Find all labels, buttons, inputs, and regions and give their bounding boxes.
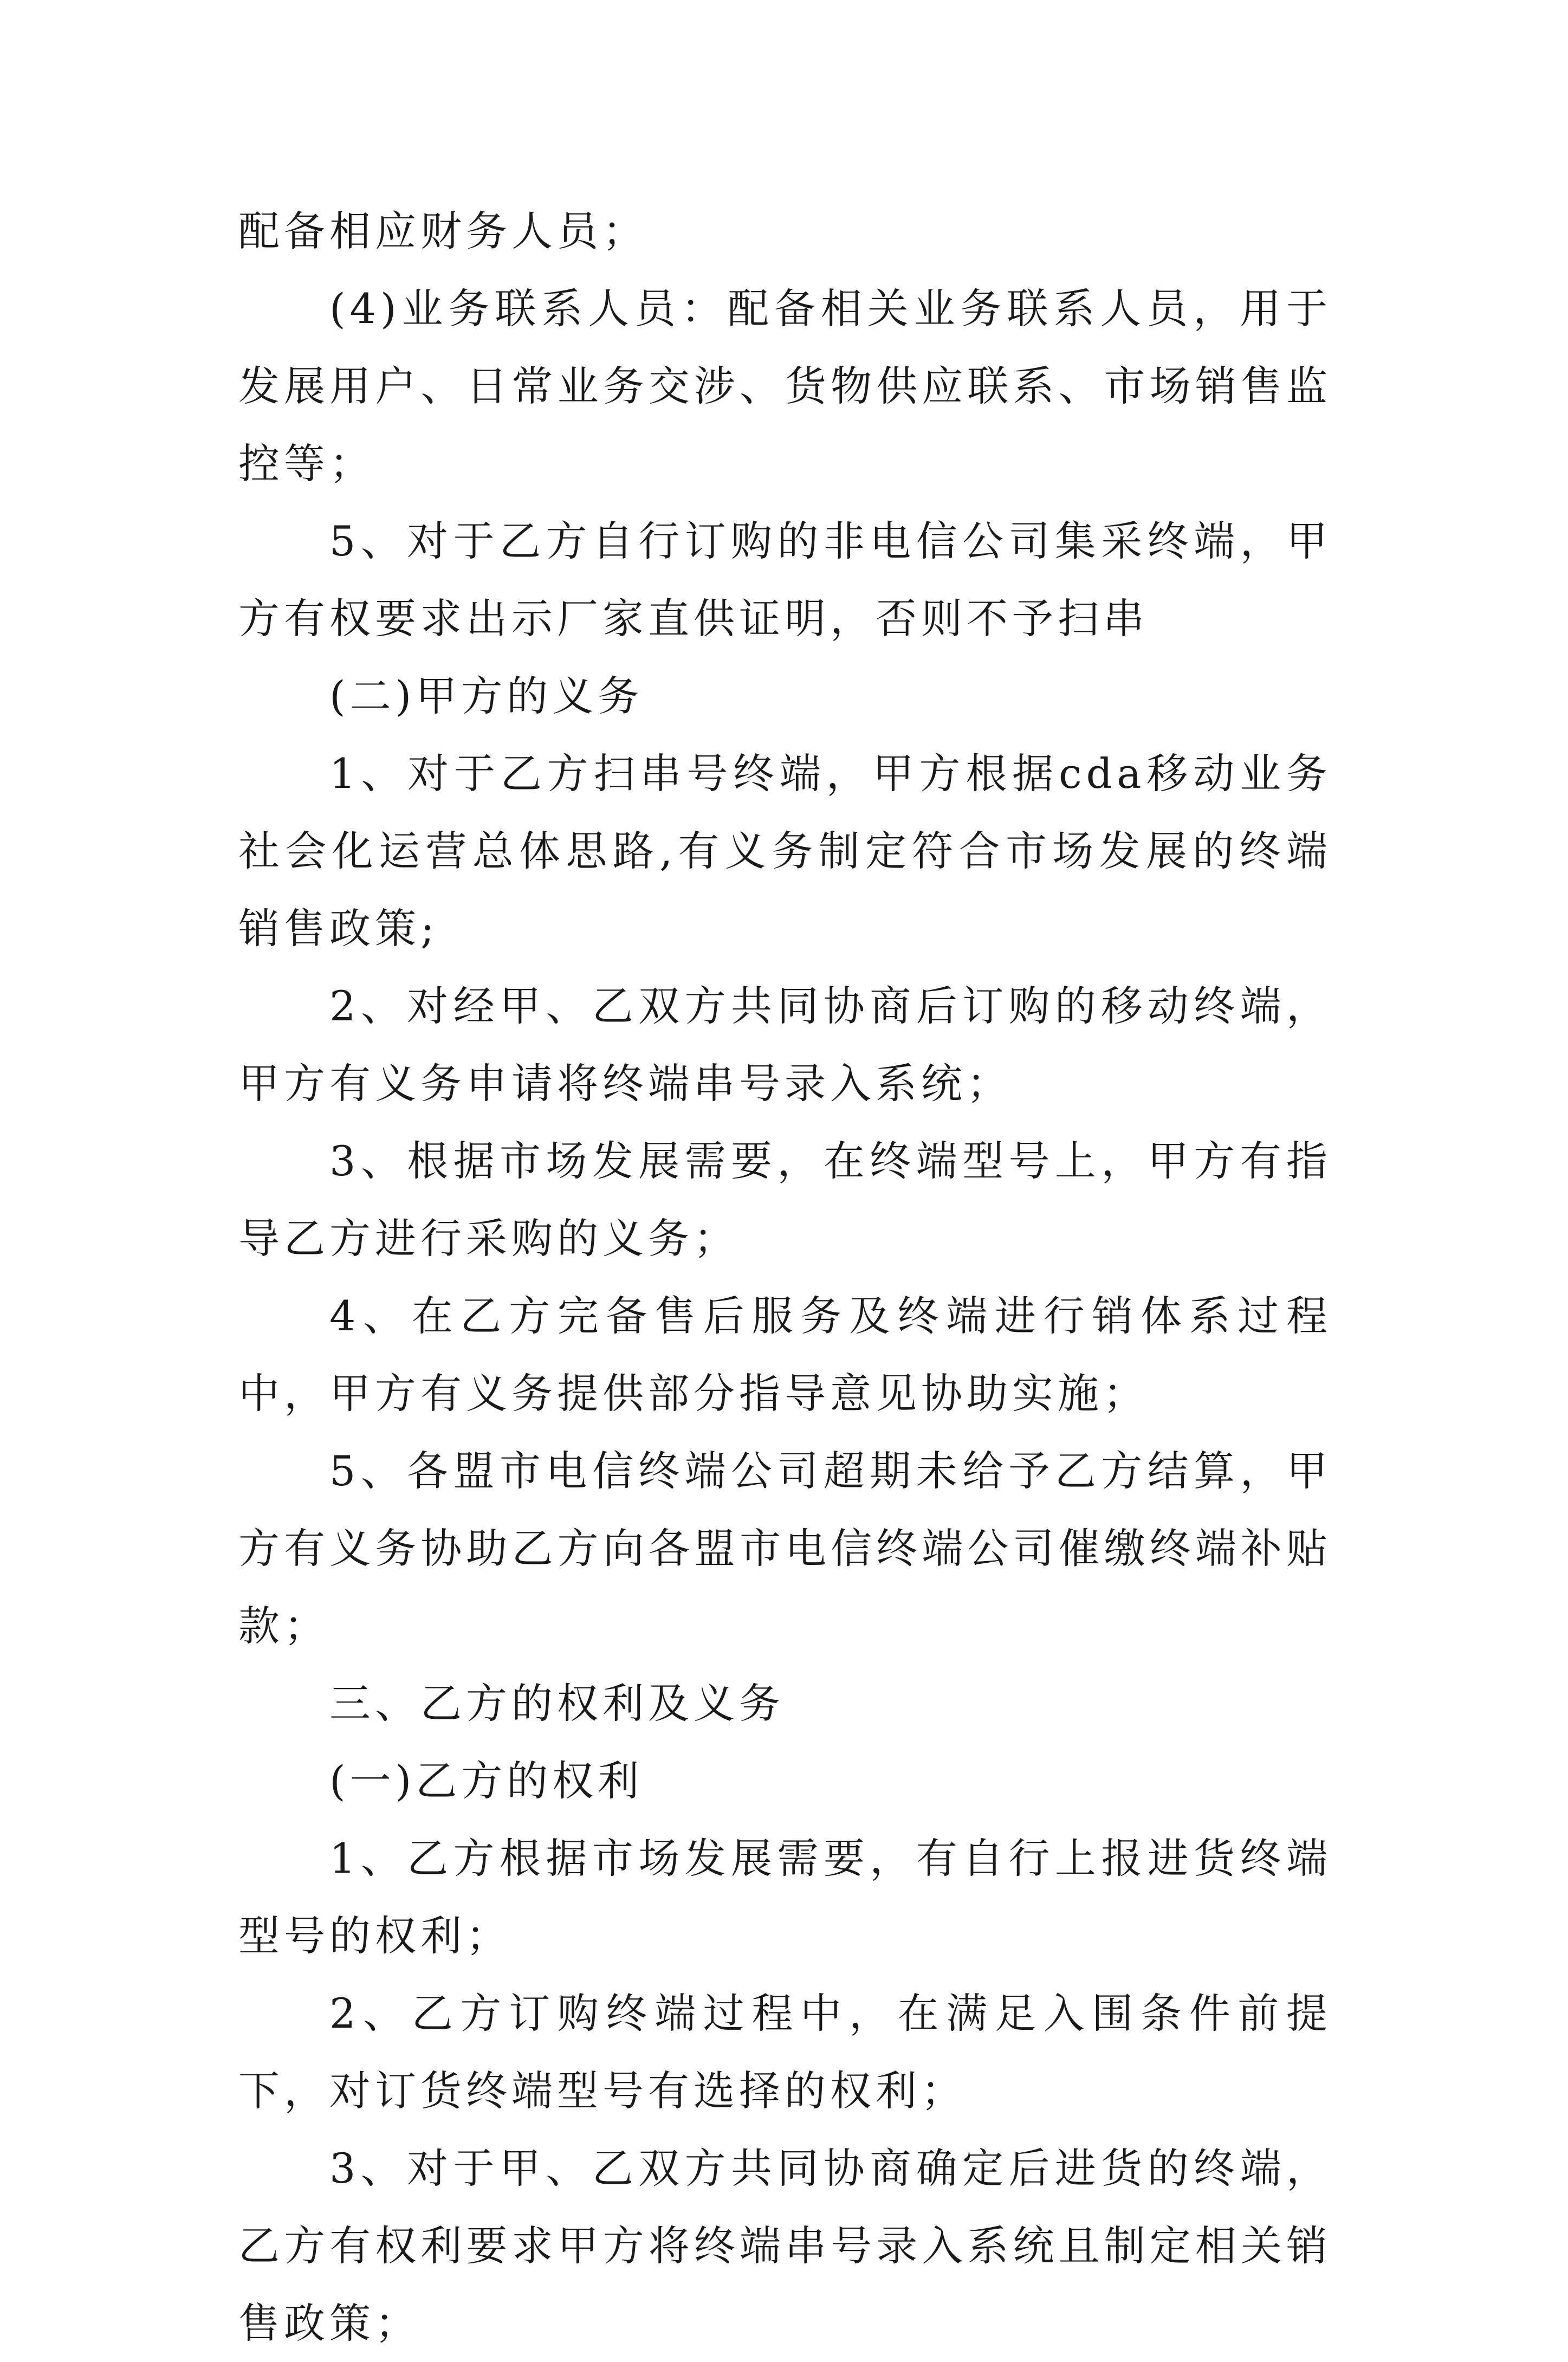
paragraph-a-obligation-5: 5、各盟市电信终端公司超期未给予乙方结算，甲方有义务协助乙方向各盟市电信终端公司催缴终端补贴款；	[238, 1447, 1332, 1650]
document-body	[238, 192, 1332, 2362]
paragraph-b-right-1: 1、乙方根据市场发展需要，有自行上报进货终端型号的权利；	[238, 1834, 1332, 1960]
heading-party-a-obligations: (二)甲方的义务	[329, 672, 644, 720]
paragraph-b-right-2: 2、乙方订购终端过程中，在满足入围条件前提下，对订货终端型号有选择的权利；	[238, 1989, 1332, 2115]
paragraph-non-telecom-terminals: 5、对于乙方自行订购的非电信公司集采终端，甲方有权要求出示厂家直供证明，否则不予扫串	[238, 517, 1332, 643]
paragraph-a-obligation-3: 3、根据市场发展需要，在终端型号上，甲方有指导乙方进行采购的义务；	[238, 1137, 1332, 1263]
paragraph-b-right-3: 3、对于甲、乙双方共同协商确定后进货的终端，乙方有权利要求甲方将终端串号录入系统且制定相关销售政策；	[238, 2144, 1332, 2347]
paragraph-a-obligation-2: 2、对经甲、乙双方共同协商后订购的移动终端，甲方有义务申请将终端串号录入系统；	[238, 982, 1332, 1108]
paragraph-business-contacts: (4)业务联系人员：配备相关业务联系人员，用于发展用户、日常业务交涉、货物供应联系、市场销售监控等；	[238, 284, 1332, 488]
paragraph-finance-staff: 配备相应财务人员；	[238, 207, 648, 255]
heading-party-b-rights: (一)乙方的权利	[329, 1757, 644, 1805]
paragraph-a-obligation-4: 4、在乙方完备售后服务及终端进行销体系过程中，甲方有义务提供部分指导意见协助实施；	[238, 1292, 1332, 1418]
heading-party-b-rights-obligations: 三、乙方的权利及义务	[329, 1679, 785, 1727]
paragraph-a-obligation-1: 1、对于乙方扫串号终端，甲方根据cda移动业务社会化运营总体思路,有义务制定符合市场发展的终端销售政策;	[238, 749, 1332, 953]
